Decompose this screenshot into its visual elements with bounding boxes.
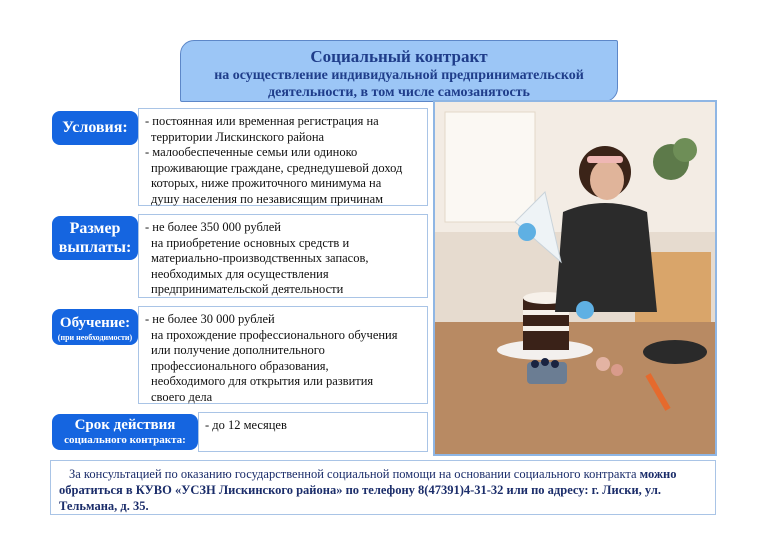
conditions-line: - малообеспеченные семьи или одиноко xyxy=(145,145,358,159)
footer-contact-text: можно обратиться в КУВО «УСЗН Лискинского района» по телефону 8(47391)4-31-32 или по адресу: г. Лиски, ул. Тельмана, д. 35. xyxy=(59,467,677,513)
training-line: своего дела xyxy=(151,389,213,404)
payment-line: на приобретение основных средств и xyxy=(151,235,350,250)
conditions-label xyxy=(52,111,138,145)
conditions-line: - постоянная или временная регистрация на xyxy=(145,114,379,128)
baker-photo-illustration xyxy=(435,102,715,454)
conditions-card xyxy=(138,108,428,206)
term-label-line-2: социального контракта: xyxy=(64,434,186,446)
payment-line: предпринимательской деятельности xyxy=(151,282,344,296)
training-label-note: (при необходимости) xyxy=(57,333,133,342)
conditions-label-text: Условия: xyxy=(62,119,128,136)
title-sub-line-2: деятельности, в том числе самозанятость xyxy=(268,85,530,100)
training-line: - не более 30 000 рублей xyxy=(145,312,275,326)
payment-label xyxy=(52,216,138,260)
training-label-text: Обучение: xyxy=(59,315,131,331)
payment-line: - не более 350 000 рублей xyxy=(145,220,281,234)
training-line: на прохождение профессионального обучения xyxy=(151,327,398,342)
term-card xyxy=(198,412,428,452)
title-main: Социальный контракт xyxy=(310,47,488,66)
title-sub-line-1: на осуществление индивидуальной предпринимательской xyxy=(214,68,584,83)
baker-photo xyxy=(433,100,717,456)
term-value: - до 12 месяцев xyxy=(205,418,287,432)
title-banner xyxy=(180,40,618,102)
conditions-line: которых, ниже прожиточного минимума на xyxy=(151,176,382,190)
footer-plain-text: За консультацией по оказанию государственной социальной помощи на основании социального контракта xyxy=(69,467,640,481)
payment-label-line-1: Размер xyxy=(69,220,121,237)
payment-line: необходимых для осуществления xyxy=(151,266,329,281)
training-label xyxy=(52,309,138,345)
term-label xyxy=(52,414,198,450)
training-line: профессионального образования, xyxy=(151,358,329,373)
training-line: необходимого для открытия или развития xyxy=(151,374,374,388)
training-card xyxy=(138,306,428,404)
term-label-line-1: Срок действия xyxy=(74,417,176,433)
conditions-line: проживающие граждане, среднедушевой доход xyxy=(151,160,403,175)
contact-footer xyxy=(50,460,716,515)
payment-line: материально-производственных запасов, xyxy=(151,251,369,265)
training-line: или получение дополнительного xyxy=(151,343,325,357)
conditions-line: территории Лискинского района xyxy=(151,129,325,144)
payment-label-line-2: выплаты: xyxy=(58,239,132,256)
conditions-line: душу населения по независящим причинам xyxy=(151,191,384,206)
payment-card xyxy=(138,214,428,298)
